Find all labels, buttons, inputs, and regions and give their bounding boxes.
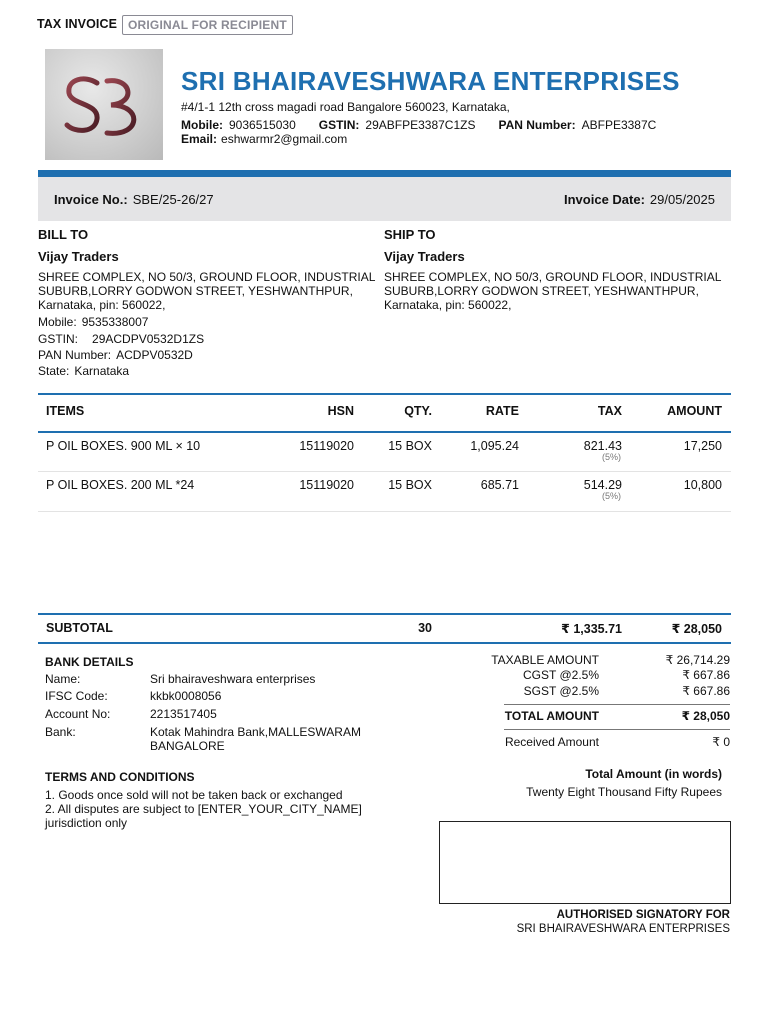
totals-divider (504, 704, 730, 705)
bank-name-label: Name: (45, 672, 81, 686)
bill-to-mobile (38, 315, 148, 329)
company-mobile: 9036515030 (229, 118, 296, 132)
item-tax-percent: (5%) (601, 452, 621, 462)
item-rate: 1,095.24 (470, 439, 519, 453)
item-hsn: 15119020 (299, 478, 354, 492)
column-header-tax: TAX (597, 404, 622, 418)
sgst-amount: ₹ 667.86 (682, 684, 730, 698)
ship-to-heading: SHIP TO (384, 227, 436, 242)
company-contact-line (181, 118, 656, 132)
bill-to-pan-value: ACDPV0532D (116, 348, 193, 362)
company-gstin: 29ABFPE3387C1ZS (365, 118, 476, 132)
ship-to-address-line: SUBURB,LORRY GODWON STREET, YESHWANTHPUR, (384, 284, 699, 298)
ifsc-label: IFSC Code: (45, 689, 108, 703)
table-top-rule (38, 393, 731, 395)
row-divider (38, 511, 731, 512)
subtotal-qty: 30 (418, 621, 432, 635)
table-header-rule (38, 431, 731, 433)
item-tax: 514.29 (583, 478, 622, 492)
bank-name-line: Kotak Mahindra Bank,MALLESWARAM (150, 725, 361, 739)
bank-account-name: Sri bhairaveshwara enterprises (150, 672, 316, 686)
company-name: SRI BHAIRAVESHWARA ENTERPRISES (181, 66, 680, 96)
column-header-rate: RATE (485, 404, 519, 418)
bill-to-pan-label: PAN Number: (38, 348, 112, 362)
amount-in-words: Twenty Eight Thousand Fifty Rupees (526, 785, 722, 799)
invoice-number (54, 192, 214, 207)
mobile-label: Mobile: (181, 118, 223, 132)
subtotal-top-rule (38, 613, 731, 615)
column-header-hsn: HSN (327, 404, 354, 418)
authorised-signatory-company: SRI BHAIRAVESHWARA ENTERPRISES (516, 923, 730, 935)
ship-to-address (384, 270, 724, 312)
cgst-label: CGST @2.5% (523, 668, 599, 682)
cgst-amount: ₹ 667.86 (682, 668, 730, 682)
item-tax-percent: (5%) (601, 491, 621, 501)
bill-to-mobile-label: Mobile: (38, 315, 77, 329)
ship-to-address-line: Karnataka, pin: 560022, (384, 298, 512, 312)
account-number: 2213517405 (150, 707, 217, 721)
total-amount: ₹ 28,050 (681, 709, 730, 723)
total-amount-label: TOTAL AMOUNT (504, 709, 599, 723)
bill-to-address-line: Karnataka, pin: 560022, (38, 298, 166, 312)
invoice-number-value: SBE/25-26/27 (132, 192, 214, 207)
amount-in-words-heading: Total Amount (in words) (585, 767, 722, 781)
bill-to-pan (38, 348, 193, 362)
account-number-label: Account No: (45, 707, 111, 721)
bill-to-name: Vijay Traders (38, 249, 119, 264)
bill-to-state (38, 364, 129, 378)
ship-to-name: Vijay Traders (384, 249, 465, 264)
company-pan: ABFPE3387C (581, 118, 657, 132)
company-email: eshwarmr2@gmail.com (221, 132, 348, 146)
gstin-label: GSTIN: (318, 118, 360, 132)
item-tax: 821.43 (583, 439, 622, 453)
company-email-line (181, 132, 347, 146)
invoice-number-label: Invoice No.: (54, 192, 128, 207)
item-name: P OIL BOXES. 200 ML *24 (46, 478, 195, 492)
subtotal-label: SUBTOTAL (46, 621, 113, 635)
bank-details-heading: BANK DETAILS (45, 655, 134, 669)
invoice-date (564, 192, 715, 207)
terms-line: jurisdiction only (45, 816, 128, 830)
received-amount: ₹ 0 (712, 735, 730, 749)
received-amount-label: Received Amount (504, 735, 599, 749)
item-amount: 10,800 (683, 478, 722, 492)
item-rate: 685.71 (480, 478, 519, 492)
row-divider (38, 471, 731, 472)
bill-to-gstin-label: GSTIN: (38, 332, 79, 346)
ship-to-address-line: SHREE COMPLEX, NO 50/3, GROUND FLOOR, INDUSTRIAL (384, 270, 722, 284)
company-address: #4/1-1 12th cross magadi road Bangalore 560023, Karnataka, (181, 100, 510, 114)
pan-label: PAN Number: (498, 118, 576, 132)
terms-line: 1. Goods once sold will not be taken back or exchanged (45, 788, 343, 802)
original-badge: ORIGINAL FOR RECIPIENT (122, 15, 293, 35)
header-divider (38, 170, 731, 177)
bank-label: Bank: (45, 725, 76, 739)
totals-divider (504, 729, 730, 730)
bill-to-heading: BILL TO (38, 227, 89, 242)
bill-to-address (38, 270, 378, 312)
column-header-qty: QTY. (404, 404, 432, 418)
column-header-items: ITEMS (46, 404, 85, 418)
subtotal-bottom-rule (38, 642, 731, 644)
item-name: P OIL BOXES. 900 ML × 10 (46, 439, 201, 453)
email-label: Email: (181, 132, 218, 146)
terms-heading: TERMS AND CONDITIONS (45, 770, 195, 784)
bill-to-gstin (38, 332, 204, 346)
invoice-date-value: 29/05/2025 (649, 192, 715, 207)
bill-to-mobile-value: 9535338007 (81, 315, 149, 329)
item-amount: 17,250 (683, 439, 722, 453)
bill-to-gstin-value: 29ACDPV0532D1ZS (92, 332, 205, 346)
bill-to-address-line: SUBURB,LORRY GODWON STREET, YESHWANTHPUR, (38, 284, 353, 298)
item-hsn: 15119020 (299, 439, 354, 453)
taxable-amount-label: TAXABLE AMOUNT (491, 653, 599, 667)
signature-box (439, 821, 731, 904)
document-type: TAX INVOICE (37, 17, 118, 31)
authorised-signatory-heading: AUTHORISED SIGNATORY FOR (556, 909, 730, 921)
bill-to-address-line: SHREE COMPLEX, NO 50/3, GROUND FLOOR, INDUSTRIAL (38, 270, 376, 284)
invoice-date-label: Invoice Date: (564, 192, 645, 207)
bill-to-state-value: Karnataka (74, 364, 130, 378)
terms-line: 2. All disputes are subject to [ENTER_YOUR_CITY_NAME] (45, 802, 362, 816)
ifsc-code: kkbk0008056 (150, 689, 222, 703)
subtotal-tax: ₹ 1,335.71 (561, 622, 622, 636)
company-logo (45, 49, 163, 160)
bank-name-line: BANGALORE (150, 739, 225, 753)
bill-to-state-label: State: (38, 364, 70, 378)
sgst-label: SGST @2.5% (523, 684, 599, 698)
taxable-amount: ₹ 26,714.29 (665, 653, 730, 667)
bank-name (150, 725, 361, 753)
sb-monogram-logo-icon (45, 49, 163, 160)
item-qty: 15 BOX (388, 439, 432, 453)
column-header-amount: AMOUNT (667, 404, 722, 418)
subtotal-amount: ₹ 28,050 (671, 622, 722, 636)
item-qty: 15 BOX (388, 478, 432, 492)
